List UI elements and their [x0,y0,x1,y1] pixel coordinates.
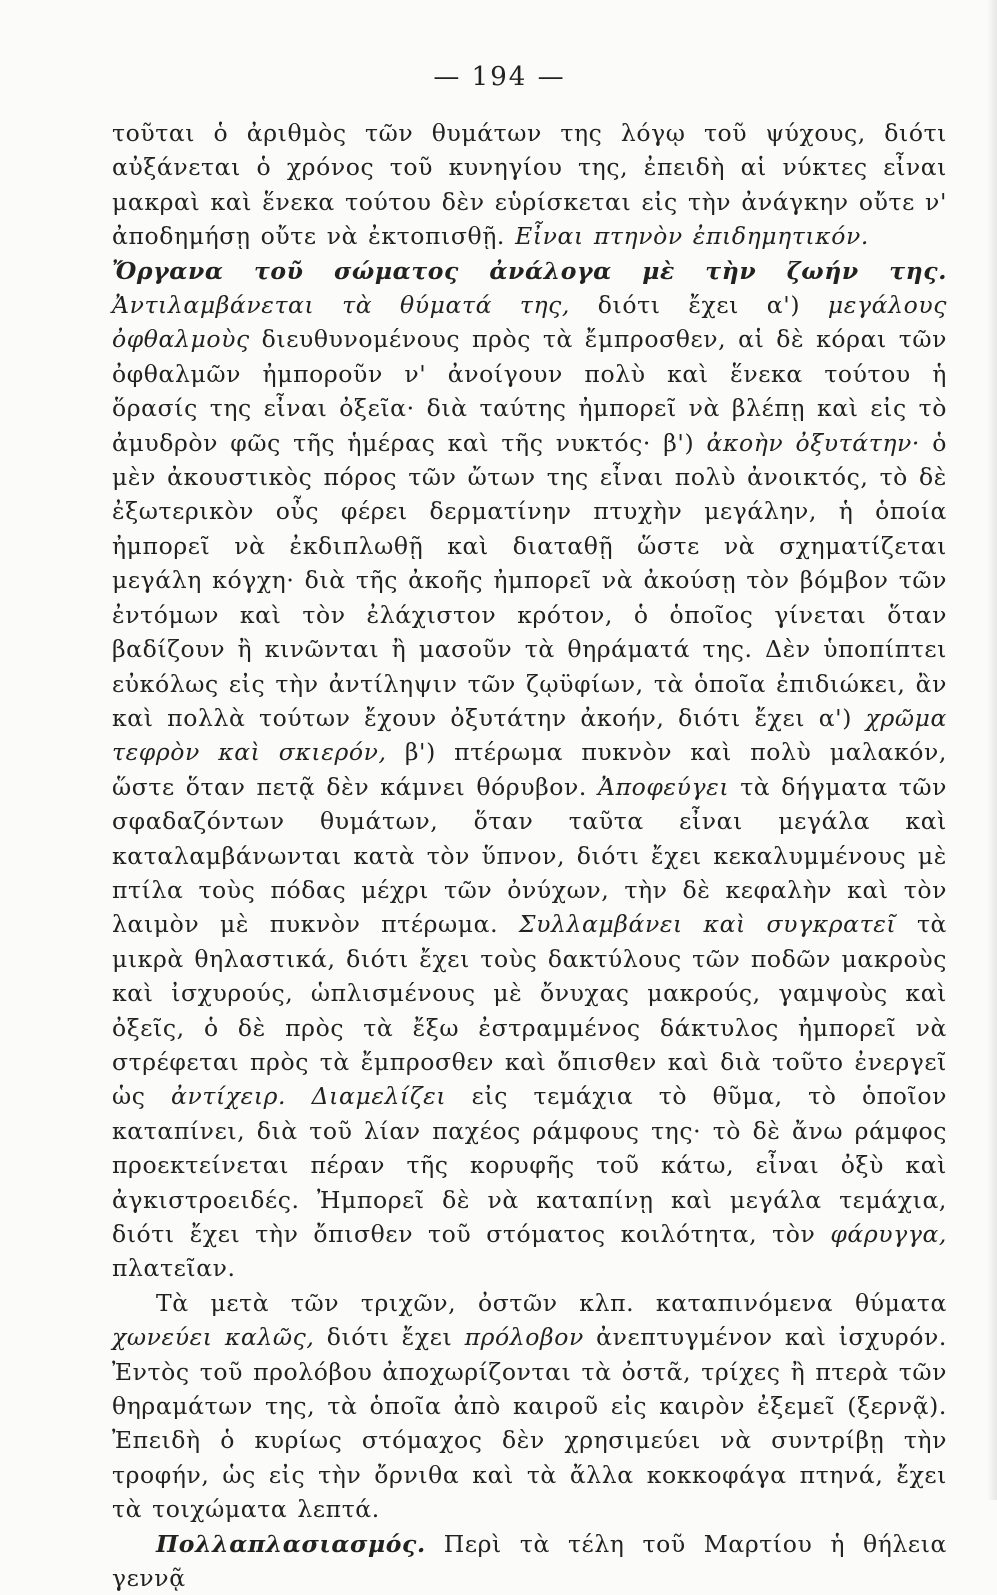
paragraph-2 [112,254,947,1286]
page-number: — 194 — [433,62,566,92]
text-run: διότι ἔχει α') [570,291,828,320]
text-run: β') πτέρωμα πυκνὸν καὶ πολὺ μαλακόν, ὥστε ὅταν πετᾷ δὲν κάμνει θόρυβον. [112,738,947,801]
text-run: τοῦται ὁ ἀριθμὸς τῶν θυμάτων της λόγῳ τοῦ ψύχους, διότι αὐξάνεται ὁ χρόνος τοῦ κυνηγίου της, ἐπειδὴ αἱ νύκτες εἶναι μακραὶ καὶ ἕνεκα τούτου δὲν εὑρίσκεται εἰς τὴν ἀνάγκην οὔτε ν' ἀποδημήσῃ οὔτε νὰ ἐκτοπισθῇ. [112,119,947,251]
text-run: διότι ἔχει [314,1323,465,1352]
text-run: πλατεῖαν. [112,1254,236,1283]
italic-phrase: Συλλαμβάνει καὶ συγκρατεῖ [518,910,897,939]
text-run: Περὶ τὰ τέλη τοῦ Μαρτίου ἡ θήλεια γεννᾷ [112,1529,947,1593]
paragraph-1 [112,116,947,254]
italic-phrase: ἀντίχειρ. Διαμελίζει [171,1082,447,1111]
page-body [112,116,947,1595]
text-run: τὰ μικρὰ θηλαστικά, διότι ἔχει τοὺς δακτύλους τῶν ποδῶν μακροὺς καὶ ἰσχυρούς, ὡπλισμένους μὲ ὄνυχας μακρούς, γαμψοὺς καὶ ὀξεῖς, ὁ δὲ πρὸς τὰ ἔξω ἐστραμμένος δάκτυλος ἠμπορεῖ νὰ στρέφεται πρὸς τὰ ἔμπροσθεν καὶ ὄπισθεν καὶ διὰ τοῦτο ἐνεργεῖ ὡς [112,910,948,1111]
italic-phrase: πρόλοβον [464,1323,584,1352]
italic-phrase: μεγάλους ὀφθαλμοὺς [112,291,947,354]
italic-phrase: Ἀντιλαμβάνεται τὰ θύματά της, [112,291,570,320]
italic-phrase: Εἶναι πτηνὸν ἐπιδημητικόν. [515,222,869,251]
section-heading: Ὄργανα τοῦ σώματος ἀνάλογα μὲ τὴν ζωήν της. [112,256,947,285]
italic-phrase: φάρυγγα, [830,1220,947,1248]
italic-phrase: ἀκοὴν ὀξυτάτην· [706,428,920,457]
italic-phrase: χρῶμα τεφρὸν καὶ σκιερόν, [112,703,947,767]
text-run: διευθυνομένους πρὸς τὰ ἔμπροσθεν, αἱ δὲ κόραι τῶν ὀφθαλμῶν ἠμποροῦν ν' ἀνοίγουν πολὺ καὶ ἕνεκα τούτου ἡ ὅρασίς της εἶναι ὀξεῖα· διὰ ταύτης ἠμπορεῖ νὰ βλέπῃ καὶ εἰς τὸ ἀμυδρὸν φῶς τῆς ἡμέρας καὶ τῆς νυκτός· β') [112,325,947,457]
text-run: ὁ μὲν ἀκουστικὸς πόρος τῶν ὤτων της εἶναι πολὺ ἀνοικτός, τὸ δὲ ἐξωτερικὸν οὖς φέρει δερματίνην πτυχὴν μεγάλην, ἡ ὁποία ἠμπορεῖ νὰ ἐκδιπλωθῇ καὶ διαταθῇ ὥστε νὰ σχηματίζεται μεγάλη κόγχη· διὰ τῆς ἀκοῆς ἠμπορεῖ νὰ ἀκούσῃ τὸν βόμβον τῶν ἐντόμων καὶ τὸν ἐλάχιστον κρότον, ὁ ὁποῖος γίνεται ὅταν βαδίζουν ἢ κινῶνται ἢ μασοῦν τὰ θηράματά της. Δὲν ὑποπίπτει εὐκόλως εἰς τὴν ἀντίληψιν τῶν ζῳϋφίων, τὰ ὁποῖα ἐπιδιώκει, ἂν καὶ πολλὰ τούτων ἔχουν ὀξυτάτην ἀκοήν, διότι ἔχει α') [112,428,947,732]
paragraph-4 [112,1527,947,1595]
paragraph-3 [112,1286,947,1527]
italic-phrase: χωνεύει καλῶς, [112,1323,315,1352]
text-run: ἀνεπτυγμένον καὶ ἰσχυρόν. Ἐντὸς τοῦ προλόβου ἀποχωρίζονται τὰ ὀστᾶ, τρίχες ἢ πτερὰ τῶν θηραμάτων της, τὰ ὁποῖα ἀπὸ καιροῦ εἰς καιρὸν ἐξεμεῖ (ξερνᾷ). Ἐπειδὴ ὁ κυρίως στόμαχος δὲν χρησιμεύει νὰ συντρίβῃ τὴν τροφήν, ὡς εἰς τὴν ὄρνιθα καὶ τὰ ἄλλα κοκκοφάγα πτηνά, ἔχει τὰ τοιχώματα λεπτά. [112,1323,947,1524]
text-run: τὰ δήγματα τῶν σφαδαζόντων θυμάτων, ὅταν ταῦτα εἶναι μεγάλα καὶ καταλαμβάνωνται κατὰ τὸν ὕπνον, διότι ἔχει κεκαλυμμένους μὲ πτίλα τοὺς πόδας μέχρι τῶν ὀνύχων, τὴν δὲ κεφαλὴν καὶ τὸν λαιμὸν μὲ πυκνὸν πτέρωμα. [112,772,948,939]
text-run: Τὰ μετὰ τῶν τριχῶν, ὀστῶν κλπ. καταπινόμενα θύματα [156,1288,947,1317]
italic-phrase: Ἀποφεύγει [598,772,730,801]
section-heading: Πολλαπλασιασμός. [156,1529,426,1558]
text-run: εἰς τεμάχια τὸ θῦμα, τὸ ὁποῖον καταπίνει, διὰ τοῦ λίαν παχέος ράμφους της· τὸ δὲ ἄνω ράμφος προεκτείνεται πέραν τῆς κορυφῆς τοῦ κάτω, εἶναι ὀξὺ καὶ ἀγκιστροειδές. Ἠμπορεῖ δὲ νὰ καταπίνῃ καὶ μεγάλα τεμάχια, διότι ἔχει τὴν ὄπισθεν τοῦ στόματος κοιλότητα, τὸν [112,1082,947,1248]
page-edge-shadow [987,0,997,1500]
